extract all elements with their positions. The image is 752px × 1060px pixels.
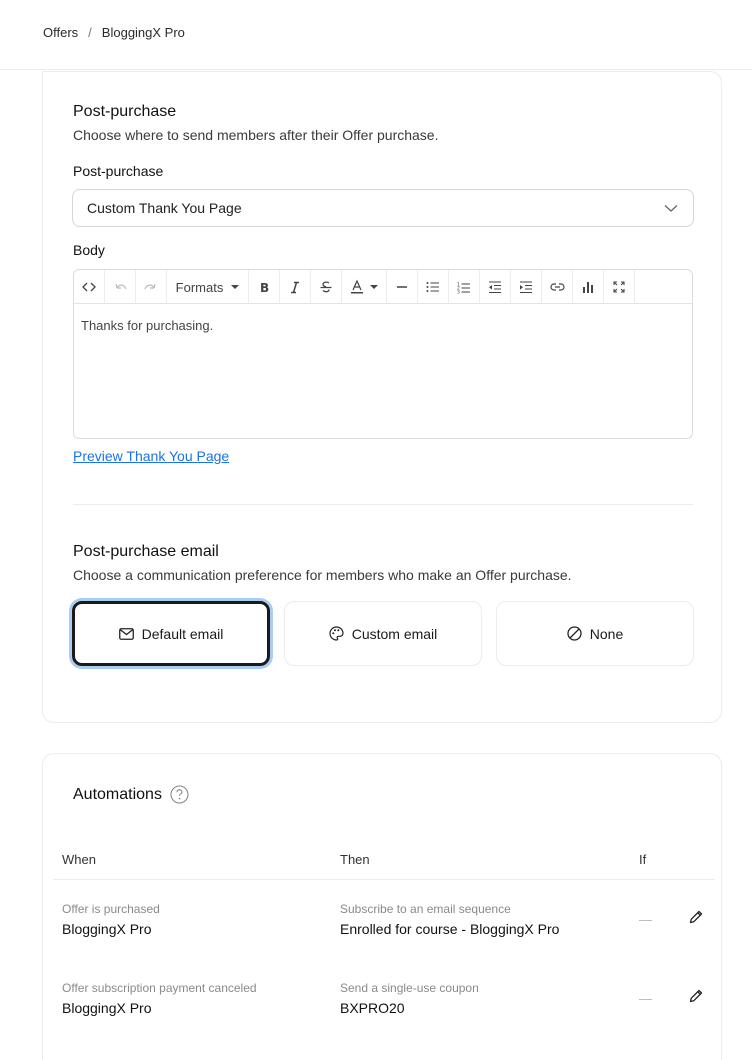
italic-button[interactable]: [280, 270, 311, 304]
numbered-list-icon: [457, 281, 471, 294]
no-email-label: None: [589, 625, 624, 642]
column-header-if: If: [639, 852, 647, 867]
row-2-when-event: Offer subscription payment canceled: [62, 981, 257, 995]
post-purchase-title: Post-purchase: [73, 103, 177, 120]
caret-down-icon: [231, 284, 239, 290]
row-2-if-empty: [639, 999, 652, 1000]
numbered-list-button[interactable]: [449, 270, 480, 304]
row-2-then-action: Send a single-use coupon: [340, 981, 479, 995]
bullet-list-icon: [426, 281, 440, 293]
custom-email-label: Custom email: [351, 625, 438, 642]
redo-button[interactable]: [136, 270, 167, 304]
palette-icon: [329, 626, 344, 641]
rich-text-editor: [73, 269, 693, 439]
row-2-edit-pencil-icon[interactable]: [688, 988, 704, 1004]
row-1-edit-pencil-icon[interactable]: [688, 909, 704, 925]
source-code-button[interactable]: [74, 270, 105, 304]
default-email-label: Default email: [141, 625, 224, 642]
outdent-button[interactable]: [480, 270, 511, 304]
row-1-then-action: Subscribe to an email sequence: [340, 902, 511, 916]
text-color-icon: [350, 279, 364, 295]
column-header-then: Then: [340, 852, 370, 867]
indent-icon: [519, 281, 533, 294]
automations-title-row: [73, 785, 189, 804]
svg-text:1: 1: [457, 282, 460, 287]
mail-icon: [119, 628, 134, 640]
horizontal-line-icon: [396, 281, 408, 293]
redo-icon: [144, 280, 158, 294]
svg-text:B: B: [260, 280, 270, 294]
bold-button[interactable]: [249, 270, 280, 304]
svg-text:3: 3: [457, 290, 460, 294]
bullet-list-button[interactable]: [418, 270, 449, 304]
breadcrumb: [43, 25, 185, 40]
strikethrough-button[interactable]: [311, 270, 342, 304]
post-purchase-email-title: Post-purchase email: [73, 543, 219, 560]
breadcrumb-separator: /: [88, 25, 92, 40]
horizontal-rule-button[interactable]: [387, 270, 418, 304]
undo-icon: [113, 280, 127, 294]
bar-chart-icon: [582, 281, 594, 293]
preview-thank-you-link[interactable]: Preview Thank You Page: [73, 448, 230, 464]
section-divider: [73, 504, 693, 505]
automations-title: Automations: [73, 785, 162, 803]
editor-body-text: Thanks for purchasing.: [81, 318, 214, 333]
help-circle-icon[interactable]: [170, 785, 189, 804]
editor-content-area[interactable]: [74, 304, 692, 347]
link-button[interactable]: [542, 270, 573, 304]
row-2-then-target: BXPRO20: [340, 1000, 405, 1016]
row-1-then-target: Enrolled for course - BloggingX Pro: [340, 921, 560, 937]
ban-icon: [567, 626, 582, 641]
body-label: Body: [73, 242, 105, 258]
strikethrough-icon: [319, 280, 333, 294]
chevron-down-icon: [663, 200, 679, 216]
post-purchase-subtitle: Choose where to send members after their Offer purchase.: [73, 127, 439, 143]
post-purchase-select[interactable]: [72, 189, 694, 227]
caret-down-icon: [370, 284, 378, 290]
indent-button[interactable]: [511, 270, 542, 304]
fullscreen-button[interactable]: [604, 270, 635, 304]
automations-card: [42, 753, 722, 1060]
row-1-when-event: Offer is purchased: [62, 902, 160, 916]
bold-icon: [258, 281, 270, 294]
post-purchase-email-subtitle: Choose a communication preference for members who make an Offer purchase.: [73, 567, 572, 583]
post-purchase-select-value: Custom Thank You Page: [87, 200, 242, 216]
editor-toolbar: [74, 270, 692, 304]
row-2-when-offer: BloggingX Pro: [62, 1000, 152, 1016]
row-1-if-empty: [639, 920, 652, 921]
outdent-icon: [488, 281, 502, 294]
post-purchase-card: [42, 71, 722, 723]
text-color-button[interactable]: [342, 270, 387, 304]
post-purchase-select-label: Post-purchase: [73, 163, 164, 179]
top-bar: [0, 0, 752, 70]
column-header-when: When: [62, 852, 96, 867]
italic-icon: [289, 281, 301, 294]
fullscreen-icon: [613, 281, 625, 293]
svg-text:2: 2: [457, 286, 460, 291]
row-1-when-offer: BloggingX Pro: [62, 921, 152, 937]
chart-button[interactable]: [573, 270, 604, 304]
link-icon: [550, 282, 565, 292]
undo-button[interactable]: [105, 270, 136, 304]
table-header-divider: [53, 879, 715, 880]
formats-dropdown[interactable]: [167, 270, 249, 304]
custom-email-option[interactable]: [284, 601, 482, 666]
breadcrumb-current: BloggingX Pro: [101, 25, 185, 40]
no-email-option[interactable]: [496, 601, 694, 666]
formats-label: Formats: [175, 279, 224, 295]
default-email-option[interactable]: [72, 601, 270, 666]
code-icon: [82, 280, 96, 294]
breadcrumb-offers-link[interactable]: Offers: [43, 25, 79, 40]
